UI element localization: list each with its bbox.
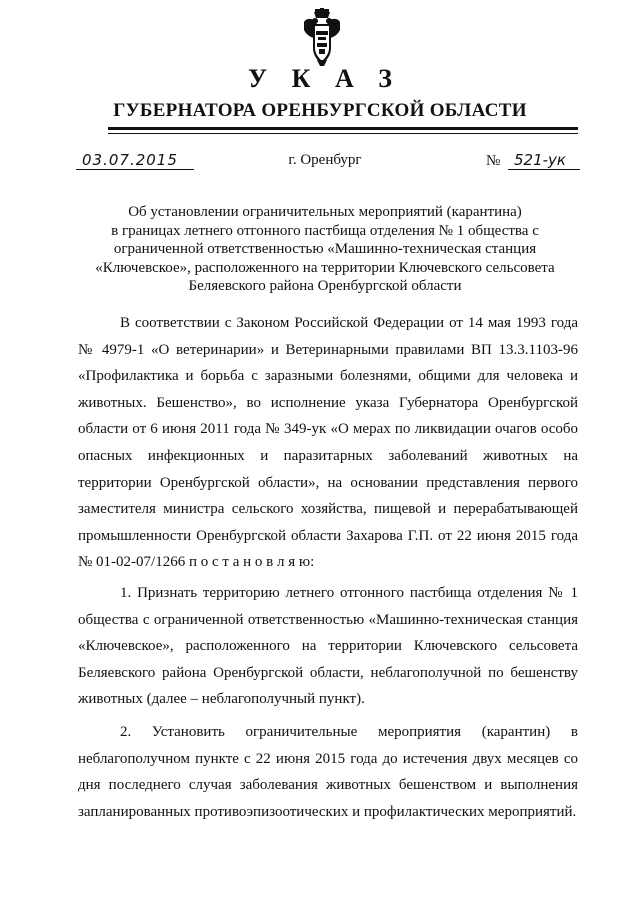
number-value: 521-ук — [508, 151, 580, 170]
document-body — [78, 310, 578, 825]
subject-line: Беляевского района Оренбургской области — [188, 278, 462, 295]
header-divider-thin — [108, 133, 578, 134]
subject-line: «Ключевское», расположенного на территории Ключевского сельсовета — [95, 259, 555, 276]
document-city: г. Оренбург — [288, 152, 362, 168]
subject-line: в границах летнего отгонного пастбища отделения № 1 общества с — [111, 222, 539, 239]
preamble-paragraph: В соответствии с Законом Российской Федерации от 14 мая 1993 года № 4979-1 «О ветеринарии» и Ветеринарными правилами ВП 13.3.1103-96 «Профилактика и борьба с заразными болезнями, общими для человека и животных. Бешенство», во исполнение указа Губернатора Оренбургской области от 6 июня 2011 года № 349-ук «О мерах по ликвидации очагов особо опасных инфекционных и паразитарных заболеваний животных на территории Оренбургской области», на основании представления первого заместителя министра сельского хозяйства, пищевой и перерабатывающей промышленности Оренбургской области Захарова Г.П. от 22 июня 2015 года № 01-02-07/1266 п о с т а н о в л я ю: — [78, 315, 578, 571]
subject-line: ограниченной ответственностью «Машинно-техническая станция — [113, 241, 537, 258]
coat-of-arms-icon — [300, 8, 344, 66]
issuer-title: ГУБЕРНАТОРА ОРЕНБУРГСКОЙ ОБЛАСТИ — [113, 100, 527, 121]
document-subject — [80, 203, 570, 296]
item-1-paragraph: 1. Признать территорию летнего отгонного пастбища отделения № 1 общества с ограниченной ответственностью «Машинно-техническая станция «Ключевское», расположенного на территории Ключевского сельсовета Беляевского района Оренбургской области, неблагополучной по бешенству животных (далее – неблагополучный пункт). — [78, 584, 578, 708]
header-divider-thick — [108, 127, 578, 130]
document-date: 03.07.2015 — [76, 151, 194, 170]
subject-line: Об установлении ограничительных мероприятий (карантина) — [128, 204, 522, 220]
document-title: У К А З — [248, 64, 401, 93]
document-number — [486, 151, 584, 170]
number-sign: № — [486, 153, 501, 169]
item-2-paragraph: 2. Установить ограничительные мероприятия (карантин) в неблагополучном пункте с 22 июня 2015 года до истечения двух месяцев со дня последнего случая заболевания животных бешенством и выполнения запланированных противоэпизоотических и профилактических мероприятий. — [78, 723, 578, 820]
